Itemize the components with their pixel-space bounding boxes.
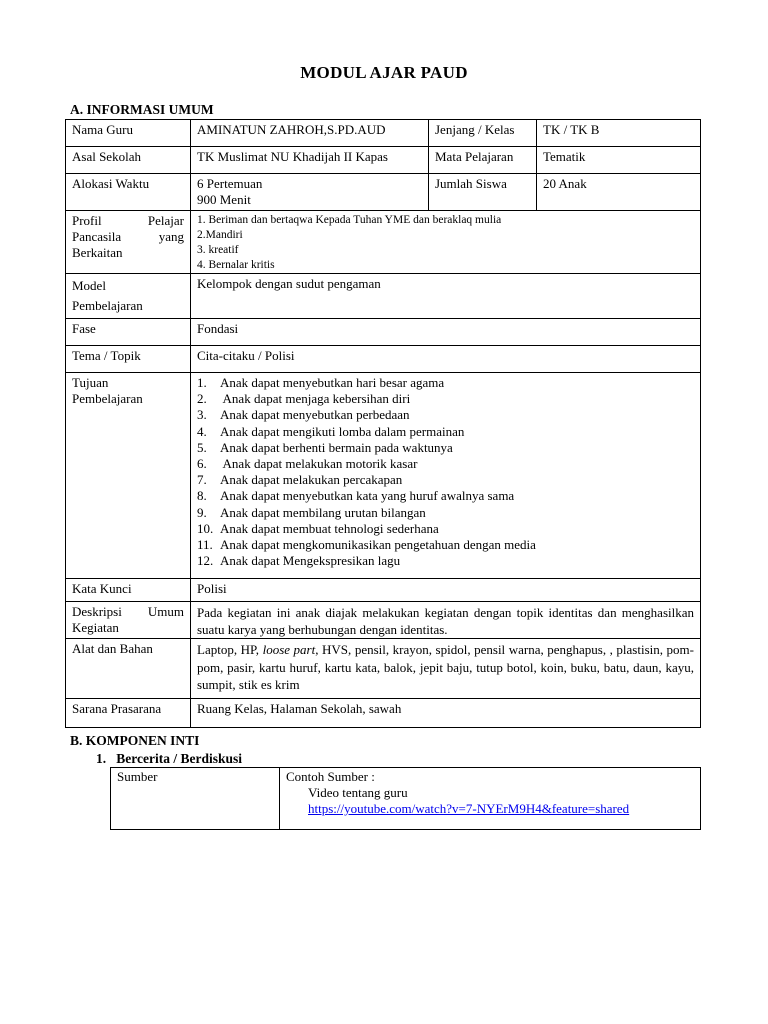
alokasi-menit: 900 Menit: [197, 192, 251, 207]
sarana-label: Sarana Prasarana: [66, 699, 191, 728]
list-number: 6.: [197, 456, 207, 472]
list-item: 1. Beriman dan bertaqwa Kepada Tuhan YME dan beraklaq mulia: [197, 214, 502, 226]
alokasi-pertemuan: 6 Pertemuan: [197, 176, 263, 191]
profil-value: [191, 211, 701, 274]
model-label-line: Pembelajaran: [72, 298, 143, 313]
tujuan-label: [66, 373, 191, 579]
video-label: Video tentang guru: [308, 785, 408, 800]
fase-value: Fondasi: [191, 319, 701, 346]
list-item: [197, 424, 694, 440]
sumber-value: [280, 768, 701, 830]
tema-value: Cita-citaku / Polisi: [191, 346, 701, 373]
list-text: Anak dapat menyebutkan hari besar agama: [220, 375, 445, 390]
list-text: Anak dapat menyebutkan perbedaan: [220, 407, 410, 423]
list-item: [197, 521, 694, 537]
table-row: [66, 319, 701, 346]
alat-text: Laptop, HP,: [197, 642, 263, 657]
table-row: [66, 373, 701, 579]
table-row: [66, 147, 701, 174]
list-number: 7.: [197, 472, 207, 488]
youtube-link[interactable]: https://youtube.com/watch?v=7-NYErM9H4&feature=shared: [308, 801, 630, 816]
alat-value: [191, 639, 701, 699]
list-item: [197, 375, 694, 391]
section-a-heading: A. INFORMASI UMUM: [70, 102, 214, 117]
asal-sekolah-value: TK Muslimat NU Khadijah II Kapas: [191, 147, 429, 174]
section-b-heading: B. KOMPONEN INTI: [70, 733, 200, 748]
list-item: [197, 456, 694, 472]
list-text: Anak dapat melakukan motorik kasar: [220, 456, 418, 472]
table-row: [66, 274, 701, 319]
list-number: 4.: [197, 423, 207, 439]
list-number: 2.: [197, 391, 207, 407]
list-text: Anak dapat membilang urutan bilangan: [220, 504, 426, 520]
list-item: [197, 537, 694, 553]
tujuan-label-line: Pembelajaran: [72, 391, 143, 406]
nama-guru-label: Nama Guru: [66, 120, 191, 147]
list-number: 12.: [197, 553, 214, 569]
table-row: [66, 120, 701, 147]
table-row: [66, 579, 701, 602]
list-item: 4. Bernalar kritis: [197, 259, 275, 271]
list-number: 9.: [197, 504, 207, 520]
mapel-value: Tematik: [537, 147, 701, 174]
list-text: Anak dapat berhenti bermain pada waktunya: [220, 439, 453, 455]
list-number: 5.: [197, 439, 207, 455]
list-text: Anak dapat membuat tehnologi sederhana: [220, 520, 439, 536]
list-text: Anak dapat menyebutkan kata yang huruf awalnya sama: [220, 488, 515, 504]
deskripsi-label-line: Deskripsi Umum: [72, 604, 184, 619]
profil-label-text: Profil Pelajar Pancasila yang Berkaitan: [72, 213, 184, 260]
tujuan-list: [197, 375, 694, 569]
deskripsi-label: [66, 602, 191, 639]
section-b-subheading: 1. Bercerita / Berdiskusi: [96, 751, 242, 766]
kata-kunci-value: Polisi: [191, 579, 701, 602]
table-row: [66, 699, 701, 728]
asal-sekolah-label: Asal Sekolah: [66, 147, 191, 174]
model-value: Kelompok dengan sudut pengaman: [191, 274, 701, 319]
list-number: 10.: [197, 520, 214, 536]
tujuan-label-line: Tujuan: [72, 375, 109, 390]
list-item: [197, 505, 694, 521]
list-text: Anak dapat mengkomunikasikan pengetahuan dengan media: [220, 537, 536, 553]
list-text: Anak dapat Mengekspresikan lagu: [220, 553, 401, 569]
list-item: [197, 472, 694, 488]
nama-guru-value: AMINATUN ZAHROH,S.PD.AUD: [191, 120, 429, 147]
document-title: MODUL AJAR PAUD: [300, 63, 468, 82]
fase-label: Fase: [66, 319, 191, 346]
table-row: [66, 211, 701, 274]
list-number: 3.: [197, 407, 207, 423]
deskripsi-value: Pada kegiatan ini anak diajak melakukan kegiatan dengan topik identitas dan menghasilkan suatu karya yang berhubungan dengan identitas.: [191, 602, 701, 639]
jenjang-value: TK / TK B: [537, 120, 701, 147]
list-item: [197, 440, 694, 456]
profil-label: [66, 211, 191, 274]
alokasi-label: Alokasi Waktu: [66, 174, 191, 211]
link-wrapper: [286, 801, 694, 817]
jenjang-label: Jenjang / Kelas: [429, 120, 537, 147]
informasi-umum-table: [65, 119, 701, 728]
model-label-line: Model: [72, 278, 106, 293]
list-number: 1.: [197, 375, 207, 390]
alat-text: , HVS, pensil, krayon, spidol, pensil warna, penghapus, , plastisin, pom-pom, pasir, kartu huruf, kartu kata, balok, jepit baju, tutup botol, koin, buku, batu, daun, kayu, sumpit, stik es krim: [197, 642, 694, 692]
list-item: 2.Mandiri: [197, 229, 243, 241]
jumlah-value: 20 Anak: [537, 174, 701, 211]
list-item: [197, 391, 694, 407]
table-row: [66, 639, 701, 699]
table-row: [66, 602, 701, 639]
list-text: Anak dapat melakukan percakapan: [220, 472, 403, 488]
mapel-label: Mata Pelajaran: [429, 147, 537, 174]
list-number: 8.: [197, 488, 207, 504]
alat-text-italic: loose part: [262, 642, 316, 657]
tema-label: Tema / Topik: [66, 346, 191, 373]
list-item: [197, 488, 694, 504]
sumber-label: Sumber: [111, 768, 280, 830]
table-row: [66, 174, 701, 211]
list-text: Anak dapat mengikuti lomba dalam permainan: [220, 423, 465, 439]
jumlah-label: Jumlah Siswa: [429, 174, 537, 211]
list-item: [197, 407, 694, 423]
table-row: [111, 768, 701, 830]
tujuan-value: [191, 373, 701, 579]
contoh-sumber-label: Contoh Sumber :: [286, 769, 375, 784]
deskripsi-label-line: Kegiatan: [72, 620, 119, 635]
alokasi-value: [191, 174, 429, 211]
list-text: Anak dapat menjaga kebersihan diri: [220, 391, 411, 407]
list-number: 11.: [197, 537, 213, 553]
sarana-value: Ruang Kelas, Halaman Sekolah, sawah: [191, 699, 701, 728]
kata-kunci-label: Kata Kunci: [66, 579, 191, 602]
komponen-inti-table: [110, 767, 701, 830]
table-row: [66, 346, 701, 373]
alat-label: Alat dan Bahan: [66, 639, 191, 699]
list-item: 3. kreatif: [197, 244, 239, 256]
list-item: [197, 553, 694, 569]
model-label: [66, 274, 191, 319]
